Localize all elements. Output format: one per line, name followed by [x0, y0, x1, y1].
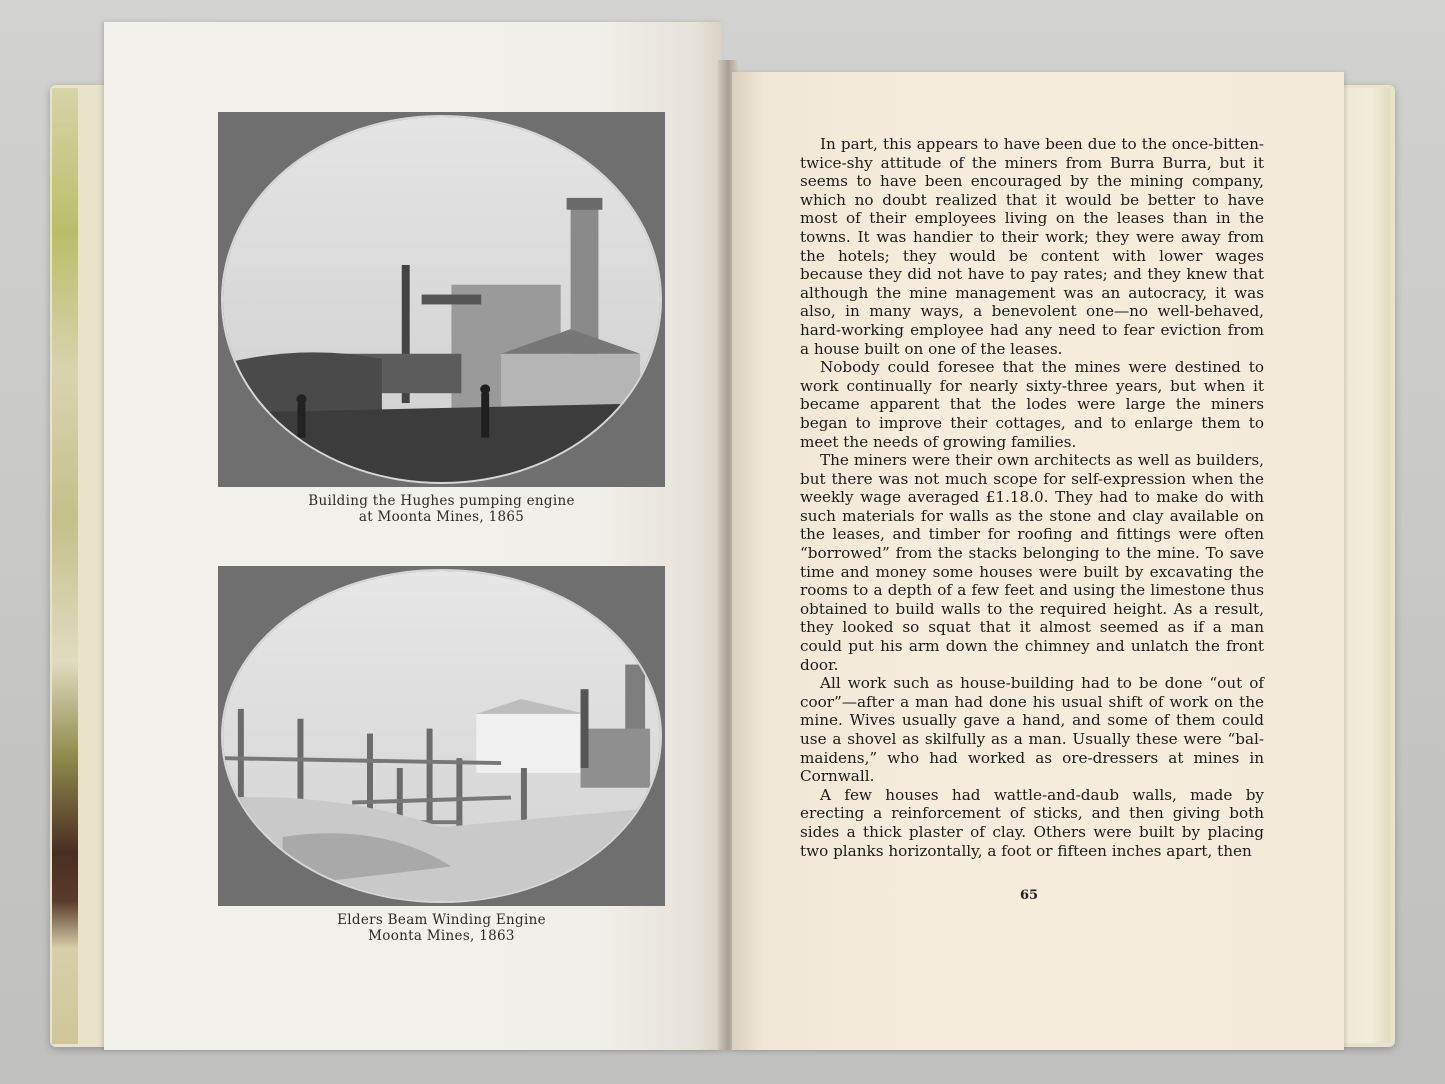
body-text: [800, 135, 1264, 860]
caption-1-line-2: at Moonta Mines, 1865: [358, 509, 525, 525]
paragraph-4: All work such as house-building had to be done “out of coor”—after a man had done his usual shift of work on the mine. Wives usually gave a hand, and some of them could use a shovel as skilfully as a man. Usually these were “bal-maidens,” who had worked as ore-dressers at mines in Cornwall.: [800, 674, 1264, 786]
paragraph-3: The miners were their own architects as well as builders, but there was not much scope for self-expression when the weekly wage averaged £1.18.0. They had to make do with such materials for walls as the stone and clay available on the leases, and timber for roofing and fittings were often “borrowed” from the stacks belonging to the mine. To save time and money some houses were built by excavating the rooms to a depth of a few feet and using the limestone thus obtained to build walls to the required height. As a result, they looked so squat that it almost seemed as if a man could put his arm down the chimney and unlatch the front door.: [800, 451, 1264, 674]
caption-2-line-1: Elders Beam Winding Engine: [337, 912, 546, 928]
cover-right-edge: [1340, 88, 1390, 1043]
photo-oval-frame: [221, 115, 662, 484]
mine-engine-house-image: [223, 117, 660, 482]
photo-elders-beam-winding-engine: [218, 566, 665, 906]
paragraph-5: A few houses had wattle-and-daub walls, made by erecting a reinforcement of sticks, and then giving both sides a thick plaster of clay. Others were built by placing two planks horizontally, a foot or fifteen inches apart, then: [800, 785, 1264, 860]
photo-oval-frame: [221, 569, 662, 903]
winding-engine-timber-frame-image: [223, 571, 660, 901]
page-number: 65: [1020, 888, 1039, 903]
paragraph-2: Nobody could foresee that the mines were destined to work continually for nearly sixty-three years, but when it became apparent that the lodes were large the miners began to improve their cottages, and to enlarge them to meet the needs of growing families.: [800, 358, 1264, 451]
photo-hughes-pumping-engine: [218, 112, 665, 487]
photo-caption-1: [218, 493, 665, 525]
photo-caption-2: [218, 912, 665, 944]
paragraph-1: In part, this appears to have been due to the once-bitten-twice-shy attitude of the miners from Burra Burra, but it seems to have been encouraged by the mining company, which no doubt realized that it would be better to have most of their employees living on the leases than in the towns. It was handier to their work; they were away from the hotels; they would be content with lower wages because they did not have to pay rates; and they knew that although the mine management was an autocracy, it was also, in many ways, a benevolent one—no well-behaved, hard-working employee had any need to fear eviction from a house built on one of the leases.: [800, 135, 1264, 358]
caption-2-line-2: Moonta Mines, 1863: [368, 928, 515, 944]
caption-1-line-1: Building the Hughes pumping engine: [308, 493, 575, 509]
cover-spine-edge: [52, 88, 78, 1044]
